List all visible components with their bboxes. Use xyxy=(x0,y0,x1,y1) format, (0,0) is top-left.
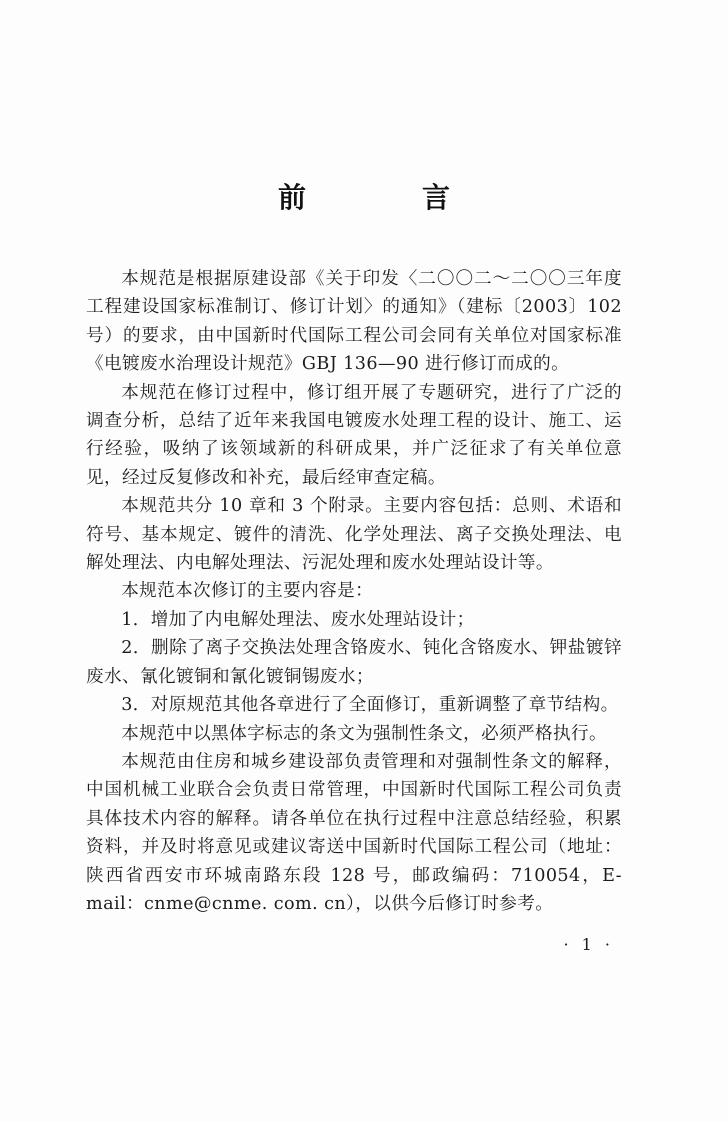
paragraph-change-2: 2．删除了离子交换法处理含铬废水、钝化含铬废水、钾盐镀锌废水、氰化镀铜和氰化镀铜锡废水； xyxy=(86,638,622,687)
paragraph-management: 本规范由住房和城乡建设部负责管理和对强制性条文的解释，中国机械工业联合会负责日常管理，中国新时代国际工程公司负责具体技术内容的解释。请各单位在执行过程中注意总结经验，积累资料，并及时将意见或建议寄送中国新时代国际工程公司（地址：陕西省西安市环城南路东段 128 号，邮政编码：710054，E-mail：cnme@cnme. com. cn），以供今后修订时参考。 xyxy=(86,751,622,914)
body-text xyxy=(86,265,622,918)
paragraph-change-3: 3．对原规范其他各章进行了全面修订，重新调整了章节结构。 xyxy=(121,695,619,716)
paragraph-mandatory: 本规范中以黑体字标志的条文为强制性条文，必须严格执行。 xyxy=(121,723,608,744)
page-number: · 1 · xyxy=(563,935,614,954)
paragraph-contents: 本规范共分 10 章和 3 个附录。主要内容包括：总则、术语和符号、基本规定、镀件的清洗、化学处理法、离子交换处理法、电解处理法、内电解处理法、污泥处理和废水处理站设计等。 xyxy=(86,496,622,574)
paragraph-main-changes-intro: 本规范本次修订的主要内容是： xyxy=(121,581,374,602)
page-title: 前 言 xyxy=(277,181,494,214)
paragraph-basis: 本规范是根据原建设部《关于印发〈二〇〇二～二〇〇三年度工程建设国家标准制订、修订计划〉的通知》（建标〔2003〕102 号）的要求，由中国新时代国际工程公司会同有关单位对国家标准《电镀废水治理设计规范》GBJ 136—90 进行修订而成的。 xyxy=(86,269,622,375)
paragraph-change-1: 1．增加了内电解处理法、废水处理站设计； xyxy=(121,609,475,630)
paragraph-revision-process: 本规范在修订过程中，修订组开展了专题研究，进行了广泛的调查分析，总结了近年来我国电镀废水处理工程的设计、施工、运行经验，吸纳了该领域新的科研成果，并广泛征求了有关单位意见，经过反复修改和补充，最后经审查定稿。 xyxy=(86,382,622,488)
